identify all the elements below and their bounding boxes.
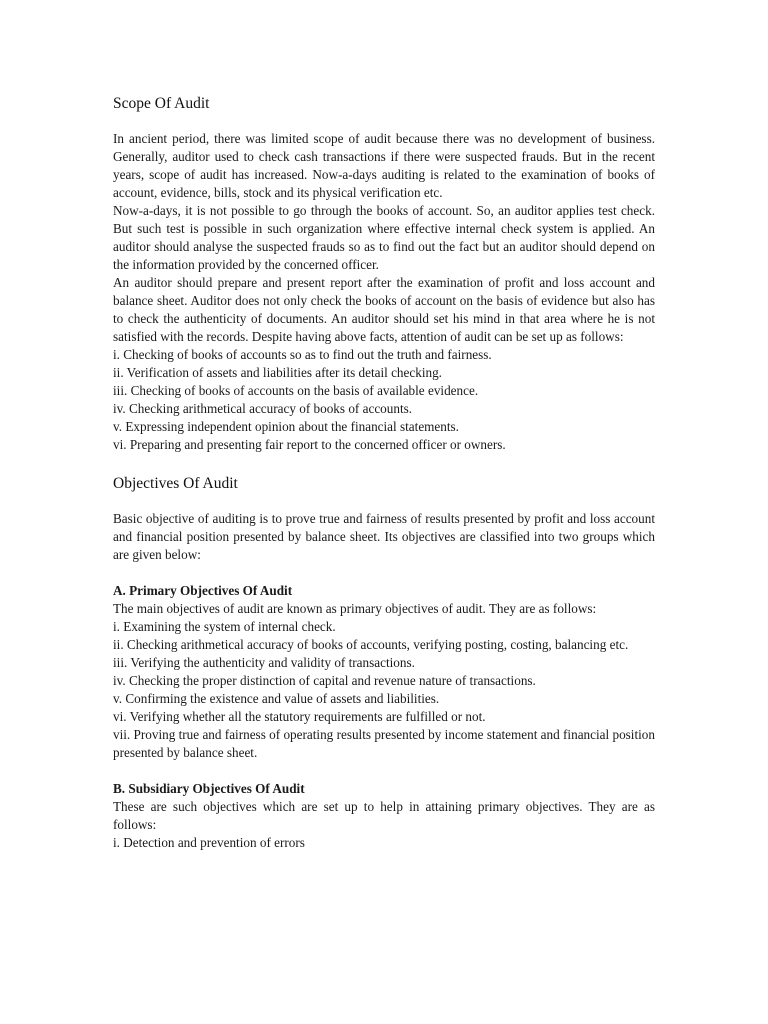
section-heading-objectives: Objectives Of Audit [113, 475, 238, 492]
list-item: i. Detection and prevention of errors [113, 835, 305, 850]
list-item: i. Examining the system of internal check. [113, 619, 336, 634]
list-item: iv. Checking the proper distinction of capital and revenue nature of transactions. [113, 673, 536, 688]
list-item: iii. Verifying the authenticity and validity of transactions. [113, 655, 415, 670]
subheading-subsidiary: B. Subsidiary Objectives Of Audit [113, 781, 305, 796]
paragraph: These are such objectives which are set up to help in attaining primary objectives. They are as follows: [113, 799, 655, 832]
list-item: v. Confirming the existence and value of assets and liabilities. [113, 691, 440, 706]
list-item: iv. Checking arithmetical accuracy of books of accounts. [113, 401, 413, 416]
list-item: ii. Checking arithmetical accuracy of books of accounts, verifying posting, costing, balancing etc. [113, 637, 629, 652]
document-page [113, 94, 655, 852]
paragraph: Now-a-days, it is not possible to go through the books of account. So, an auditor applies test check. But such test is possible in such organization where effective internal check system is applied. An auditor should analyse the suspected frauds so as to find out the fact but an auditor should depend on the information provided by the concerned officer. [113, 203, 655, 272]
list-item: ii. Verification of assets and liabilities after its detail checking. [113, 365, 442, 380]
list-item: v. Expressing independent opinion about the financial statements. [113, 419, 459, 434]
list-item: i. Checking of books of accounts so as to find out the truth and fairness. [113, 347, 492, 362]
paragraph: An auditor should prepare and present report after the examination of profit and loss account and balance sheet. Auditor does not only check the books of account on the basis of evidence but also has to check the authenticity of documents. An auditor should set his mind in that area where he is not satisfied with the records. Despite having above facts, attention of audit can be set up as follows: [113, 275, 655, 344]
subheading-primary: A. Primary Objectives Of Audit [113, 583, 293, 598]
paragraph: The main objectives of audit are known as primary objectives of audit. They are as follows: [113, 601, 597, 616]
list-item: vi. Verifying whether all the statutory requirements are fulfilled or not. [113, 709, 486, 724]
list-item: iii. Checking of books of accounts on the basis of available evidence. [113, 383, 479, 398]
list-item: vi. Preparing and presenting fair report to the concerned officer or owners. [113, 437, 506, 452]
paragraph: In ancient period, there was limited scope of audit because there was no development of business. Generally, auditor used to check cash transactions if there were suspected frauds. But in the recent years, scope of audit has increased. Now-a-days auditing is related to the examination of books of account, evidence, bills, stock and its physical verification etc. [113, 131, 655, 200]
list-item: vii. Proving true and fairness of operating results presented by income statement and financial position presented by balance sheet. [113, 727, 655, 760]
paragraph: Basic objective of auditing is to prove true and fairness of results presented by profit and loss account and financial position presented by balance sheet. Its objectives are classified into two groups which are given below: [113, 511, 655, 562]
section-heading-scope: Scope Of Audit [113, 95, 210, 112]
